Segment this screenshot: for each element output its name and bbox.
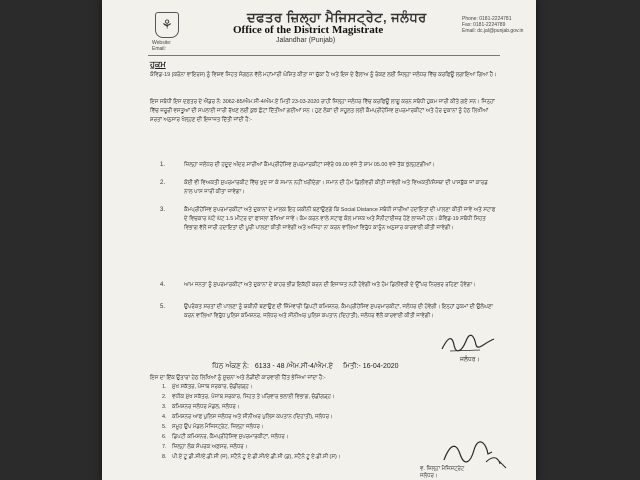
list-item-number: 1. xyxy=(162,384,167,390)
contact-email: Email: dc.jal@punjab.gov.in xyxy=(462,28,524,34)
distribution-heading: ਇਸ ਦਾ ਇੱਕ ਉਤਾਰਾ ਹੇਠ ਲਿਖਿਆਂ ਨੂੰ ਸੂਚਨਾ ਅਤੇ ਲੋੜੀਂਦੀ ਕਾਰਵਾਈ ਹਿੱਤ ਭੇਜਿਆ ਜਾਂਦਾ ਹੈ:- xyxy=(150,375,326,381)
intro-paragraph: ਕੋਵਿਡ-19 (ਕਰੋਨਾ ਵਾਇਰਸ) ਨੂੰ ਵਿਸ਼ਵ ਸਿਹਤ ਸੰਗਠਨ ਵੱਲੋਂ ਮਹਾਂਮਾਰੀ ਘੋਸ਼ਿਤ ਕੀਤਾ ਜਾ ਚੁੱਕਾ ਹੈ ਅਤੇ ਇਸ ਦੇ ਫੈਲਾਅ ਨੂੰ ਰੋਕਣ ਲਈ ਜ਼ਿਲ੍ਹਾ ਜਲੰਧਰ ਵਿੱਚ ਕਰਫਿਊ ਲਗਾਇਆ ਗਿਆ ਹੈ। xyxy=(150,72,497,78)
dispatch-prefix: ਪਿੱਠ ਅੰਕਣ ਨੰ: xyxy=(212,363,249,370)
list-item-number: 8. xyxy=(162,454,167,460)
list-item-number: 6. xyxy=(162,434,167,440)
list-item-number: 2. xyxy=(162,394,167,400)
item-text: ਜ਼ਿਲ੍ਹਾ ਜਲੰਧਰ ਦੀ ਹਦੂਦ ਅੰਦਰ ਸਾਰੀਆਂ ਕੈਮਪ੍ਰੀਹੇਂਸਿਵ ਸੁਪਰਮਾਰਕੀਟਾਂ ਸਵੇਰੇ 09.00 ਵਜੇ ਤੋਂ ਸ਼ਾਮ 05.00 ਵਜੇ ਤੱਕ ਖੁੱਲ੍ਹਣਗੀਆਂ। xyxy=(184,162,435,168)
item-number: 4. xyxy=(160,282,166,288)
distribution-list xyxy=(150,383,480,463)
list-item-text: ਜ਼ਿਲ੍ਹਾ ਲੋਕ ਸੰਪਰਕ ਅਫ਼ਸਰ, ਜਲੰਧਰ। xyxy=(172,444,248,450)
header-divider xyxy=(148,55,500,56)
list-item-text: ਮੁੱਖ ਸਕੱਤਰ, ਪੰਜਾਬ ਸਰਕਾਰ, ਚੰਡੀਗੜ੍ਹ। xyxy=(172,384,253,390)
meta-email: Email: xyxy=(152,46,166,52)
list-item xyxy=(150,403,480,413)
order-item xyxy=(150,206,500,278)
item-number: 2. xyxy=(160,180,166,186)
item-text: ਕੈਮਪ੍ਰੀਹੇਂਸਿਵ ਸੁਪਰਮਾਰਕੀਟਾਂ ਅਤੇ ਦੁਕਾਨਾਂ ਦੇ ਮਾਲਕ ਇਹ ਯਕੀਨੀ ਬਣਾਉਣਗੇ ਕਿ Social Distance ਸਬੰਧੀ ਸਾਰੀਆਂ ਹਦਾਇਤਾਂ ਦੀ ਪਾਲਣਾ ਕੀਤੀ ਜਾਵੇ ਅਤੇ ਸਟਾਫ ਦੇ ਵਿਚਕਾਰ ਘੱਟੋ ਘੱਟ 1.5 ਮੀਟਰ ਦਾ ਫਾਸਲਾ ਰੱਖਿਆ ਜਾਵੇ। ਕੰਮ ਕਰਨ ਵਾਲੇ ਸਟਾਫ ਕੋਲ ਮਾਸਕ ਅਤੇ ਸੈਨੀਟਾਈਜ਼ਰ ਹੋਣੇ ਲਾਜ਼ਮੀ ਹਨ। ਕੋਵਿਡ-19 ਸਬੰਧੀ ਸਿਹਤ ਵਿਭਾਗ ਵੱਲੋਂ ਜਾਰੀ ਹਦਾਇਤਾਂ ਦੀ ਪੂਰੀ ਪਾਲਣਾ ਕੀਤੀ ਜਾਵੇਗੀ ਅਤੇ ਅਜਿਹਾ ਨਾ ਕਰਨ ਵਾਲਿਆਂ ਵਿਰੁੱਧ ਕਾਨੂੰਨ ਅਨੁਸਾਰ ਕਾਰਵਾਈ ਕੀਤੀ ਜਾਵੇਗੀ। xyxy=(184,207,496,231)
list-item-number: 7. xyxy=(162,444,167,450)
item-number: 5. xyxy=(160,304,166,310)
office-name-native: ਦਫਤਰ ਜ਼ਿਲ੍ਹਾ ਮੈਜਿਸਟ੍ਰੇਟ, ਜਲੰਧਰ xyxy=(247,10,427,25)
list-item-text: ਸਮੂਹ ਉਪ ਮੰਡਲ ਮੈਜਿਸਟ੍ਰੇਟ, ਜ਼ਿਲ੍ਹਾ ਜਲੰਧਰ। xyxy=(172,424,264,430)
meta-block xyxy=(152,40,171,52)
item-number: 3. xyxy=(160,207,166,213)
signature-1 xyxy=(440,333,496,355)
office-location: Jalandhar (Punjab) xyxy=(276,37,336,44)
dispatch-number: 6133 - 48 xyxy=(254,363,285,370)
dispatch-office: /ਐਮ.ਸੀ-4/ਐਮ.ਏ xyxy=(286,363,334,370)
dispatch-date-prefix: ਮਿਤੀ:- xyxy=(343,363,361,370)
list-item-text: ਡਿਪਟੀ ਕਮਿਸ਼ਨਰ, ਕੈਮਪ੍ਰੀਹੇਂਸਿਵ ਸੁਪਰਮਾਰਕੀਟਾਂ, ਜਲੰਧਰ। xyxy=(172,434,289,440)
signature-1-label: ਜਲੰਧਰ। xyxy=(460,357,480,363)
contact-phone: Phone: 0181-2224781 xyxy=(462,16,512,22)
signature-2-title: ਵ. ਜ਼ਿਲ੍ਹਾ ਮੈਜਿਸਟ੍ਰੇਟ xyxy=(420,466,465,472)
list-item-text: ਵਧੀਕ ਮੁੱਖ ਸਕੱਤਰ, ਪੰਜਾਬ ਸਰਕਾਰ, ਸਿਹਤ ਤੇ ਪਰਿਵਾਰ ਭਲਾਈ ਵਿਭਾਗ, ਚੰਡੀਗੜ੍ਹ। xyxy=(172,394,335,400)
national-emblem-icon: ⚘ xyxy=(155,12,179,38)
office-title: Office of the District Magistrate xyxy=(233,24,384,36)
list-item-number: 4. xyxy=(162,414,167,420)
item-number: 1. xyxy=(160,162,166,168)
list-item-text: ਕਮਿਸ਼ਨਰ ਜਲੰਧਰ ਮੰਡਲ, ਜਲੰਧਰ। xyxy=(172,404,240,410)
dispatch-date: 16-04-2020 xyxy=(362,363,399,370)
list-item xyxy=(150,433,480,443)
list-item xyxy=(150,423,480,433)
item-text: ਉਪਰੋਕਤ ਸ਼ਰਤਾਂ ਦੀ ਪਾਲਣਾ ਨੂੰ ਯਕੀਨੀ ਬਣਾਉਣ ਦੀ ਜ਼ਿੰਮੇਵਾਰੀ ਡਿਪਟੀ ਕਮਿਸ਼ਨਰ, ਕੈਮਪ੍ਰੀਹੇਂਸਿਵ ਸੁਪਰਮਾਰਕੀਟਾਂ, ਜਲੰਧਰ ਦੀ ਹੋਵੇਗੀ। ਇਨ੍ਹਾਂ ਹੁਕਮਾਂ ਦੀ ਉਲੰਘਣਾ ਕਰਨ ਵਾਲਿਆਂ ਵਿਰੁੱਧ ਪੁਲਿਸ ਕਮਿਸ਼ਨਰ, ਜਲੰਧਰ ਅਤੇ ਸੀਨੀਅਰ ਪੁਲਿਸ ਕਪਤਾਨ (ਦਿਹਾਤੀ), ਜਲੰਧਰ ਵੱਲੋਂ ਕਾਰਵਾਈ ਕੀਤੀ ਜਾਵੇਗੀ। xyxy=(184,304,493,319)
order-item xyxy=(150,303,500,330)
contact-block xyxy=(462,16,523,34)
item-text: ਆਮ ਜਨਤਾ ਨੂੰ ਸੁਪਰਮਾਰਕੀਟਾਂ ਅਤੇ ਦੁਕਾਨਾਂ ਦੇ ਬਾਹਰ ਭੀੜ ਇਕੱਠੀ ਕਰਨ ਦੀ ਇਜਾਜ਼ਤ ਨਹੀਂ ਹੋਵੇਗੀ ਅਤੇ ਹੋਮ ਡਿਲੀਵਰੀ ਦੇ ਉੱਪਰ ਨਿਰਭਰ ਰਹਿਣਾ ਹੋਵੇਗਾ। xyxy=(184,282,476,288)
list-item-text: ਪੀ.ਏ ਟੂ ਡੀ.ਸੀ/ਏ.ਡੀ.ਸੀ (ਜ), ਸਟੈਨੋ ਟੂ ਏ.ਡੀ.ਸੀ/ਏ.ਡੀ.ਸੀ (ਡ), ਸਟੈਨੋ ਟੂ ਏ.ਡੀ.ਸੀ (ਸ)। xyxy=(172,454,341,460)
list-item xyxy=(150,413,480,423)
order-item xyxy=(150,281,500,299)
meta-website: Website: xyxy=(152,40,172,46)
contact-fax: Fax: 0181-2224789 xyxy=(462,22,506,28)
list-item-text: ਕਮਿਸ਼ਨਰ ਆਫ ਪੁਲਿਸ ਜਲੰਧਰ ਅਤੇ ਸੀਨੀਅਰ ਪੁਲਿਸ ਕਪਤਾਨ (ਦਿਹਾਤੀ), ਜਲੰਧਰ। xyxy=(172,414,333,420)
list-item xyxy=(150,453,480,463)
signature-2-label xyxy=(420,466,464,480)
list-item xyxy=(150,393,480,403)
item-text: ਕੋਈ ਵੀ ਵਿਅਕਤੀ ਸੁਪਰਮਾਰਕੀਟ ਵਿੱਚ ਖੁਦ ਜਾ ਕੇ ਸਮਾਨ ਨਹੀਂ ਖਰੀਦੇਗਾ। ਸਮਾਨ ਦੀ ਹੋਮ ਡਿਲੀਵਰੀ ਕੀਤੀ ਜਾਵੇਗੀ ਅਤੇ ਵਿਅਕਤੀ/ਸੰਸਥਾ ਦੀ ਪਾਸਬੁੱਕ ਜਾਂ ਕਾਰਡ ਨਾਲ ਪਾਸ ਜਾਰੀ ਕੀਤਾ ਜਾਵੇਗਾ। xyxy=(184,180,488,195)
list-item-number: 5. xyxy=(162,424,167,430)
list-item xyxy=(150,443,480,453)
order-heading: ਹੁਕਮ xyxy=(150,60,166,69)
signature-2-place: ਜਲੰਧਰ। xyxy=(420,473,438,479)
order-item xyxy=(150,161,500,179)
list-item-number: 3. xyxy=(162,404,167,410)
reference-paragraph: ਇਸ ਸਬੰਧੀ ਇਸ ਦਫ਼ਤਰ ਦੇ ਐਂਡਰ ਨੰ: 3062-85/ਐਮ.ਸੀ-4/ਐਮ.ਏ ਮਿਤੀ 23-03-2020 ਰਾਹੀਂ ਜ਼ਿਲ੍ਹਾ ਜਲੰਧਰ ਵਿੱਚ ਕਰਫਿਊ ਲਾਗੂ ਕਰਨ ਸਬੰਧੀ ਹੁਕਮ ਜਾਰੀ ਕੀਤੇ ਗਏ ਸਨ। ਜਿਨ੍ਹਾਂ ਵਿੱਚ ਜ਼ਰੂਰੀ ਵਸਤੂਆਂ ਦੀ ਸਪਲਾਈ ਜਾਰੀ ਰੱਖਣ ਲਈ ਕੁਝ ਛੋਟਾਂ ਦਿੱਤੀਆਂ ਗਈਆਂ ਸਨ। ਹੁਣ ਲੋਕਾਂ ਦੀ ਸਹੂਲਤ ਲਈ ਕੈਮਪ੍ਰੀਹੇਂਸਿਵ ਸੁਪਰਮਾਰਕੀਟਾਂ ਅਤੇ ਹੋਰ ਦੁਕਾਨਾਂ ਨੂੰ ਹੇਠ ਲਿਖੀਆਂ ਸ਼ਰਤਾਂ ਅਨੁਸਾਰ ਖੋਲ੍ਹਣ ਦੀ ਇਜਾਜ਼ਤ ਦਿੱਤੀ ਜਾਂਦੀ ਹੈ:- xyxy=(150,99,495,123)
dispatch-line xyxy=(212,363,399,371)
list-item xyxy=(150,383,480,393)
order-item xyxy=(150,179,500,206)
